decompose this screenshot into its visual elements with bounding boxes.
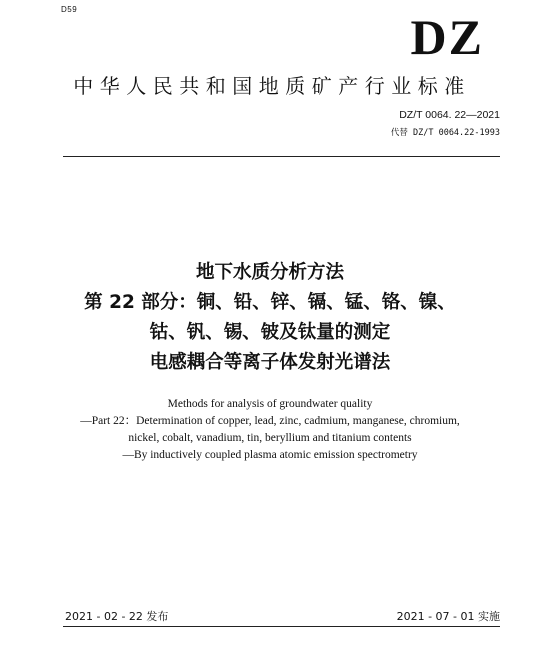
header-divider bbox=[63, 156, 500, 157]
chinese-title-line-3: 钴、钒、锡、铍及钛量的测定 bbox=[149, 322, 391, 343]
english-title bbox=[0, 396, 540, 464]
english-title-line-1: Methods for analysis of groundwater quality bbox=[167, 398, 373, 410]
english-title-line-3: nickel, cobalt, vanadium, tin, beryllium and titanium contents bbox=[128, 432, 412, 444]
standard-number: DZ/T 0064. 22—2021 bbox=[399, 109, 500, 121]
implementation-date: 2021 - 07 - 01 实施 bbox=[396, 610, 500, 623]
replaces-standard: 代替 DZ/T 0064.22-1993 bbox=[390, 128, 500, 138]
chinese-title-line-1: 地下水质分析方法 bbox=[195, 262, 344, 283]
english-title-line-2: —Part 22：Determination of copper, lead, zinc, cadmium, manganese, chromium, bbox=[80, 415, 460, 427]
classification-code: D59 bbox=[61, 5, 78, 14]
chinese-title-line-4: 电感耦合等离子体发射光谱法 bbox=[149, 352, 391, 373]
chinese-title-line-2: 第 22 部分：铜、铅、锌、镉、锰、铬、镍、 bbox=[84, 292, 456, 313]
dz-logo: DZ bbox=[410, 9, 484, 65]
english-title-line-4: —By inductively coupled plasma atomic emission spectrometry bbox=[122, 449, 418, 461]
chinese-title bbox=[0, 258, 540, 378]
standard-category-title: 中华人民共和国地质矿产行业标准 bbox=[73, 74, 471, 98]
issue-date: 2021 - 02 - 22 发布 bbox=[65, 610, 169, 623]
footer-divider bbox=[63, 626, 500, 627]
